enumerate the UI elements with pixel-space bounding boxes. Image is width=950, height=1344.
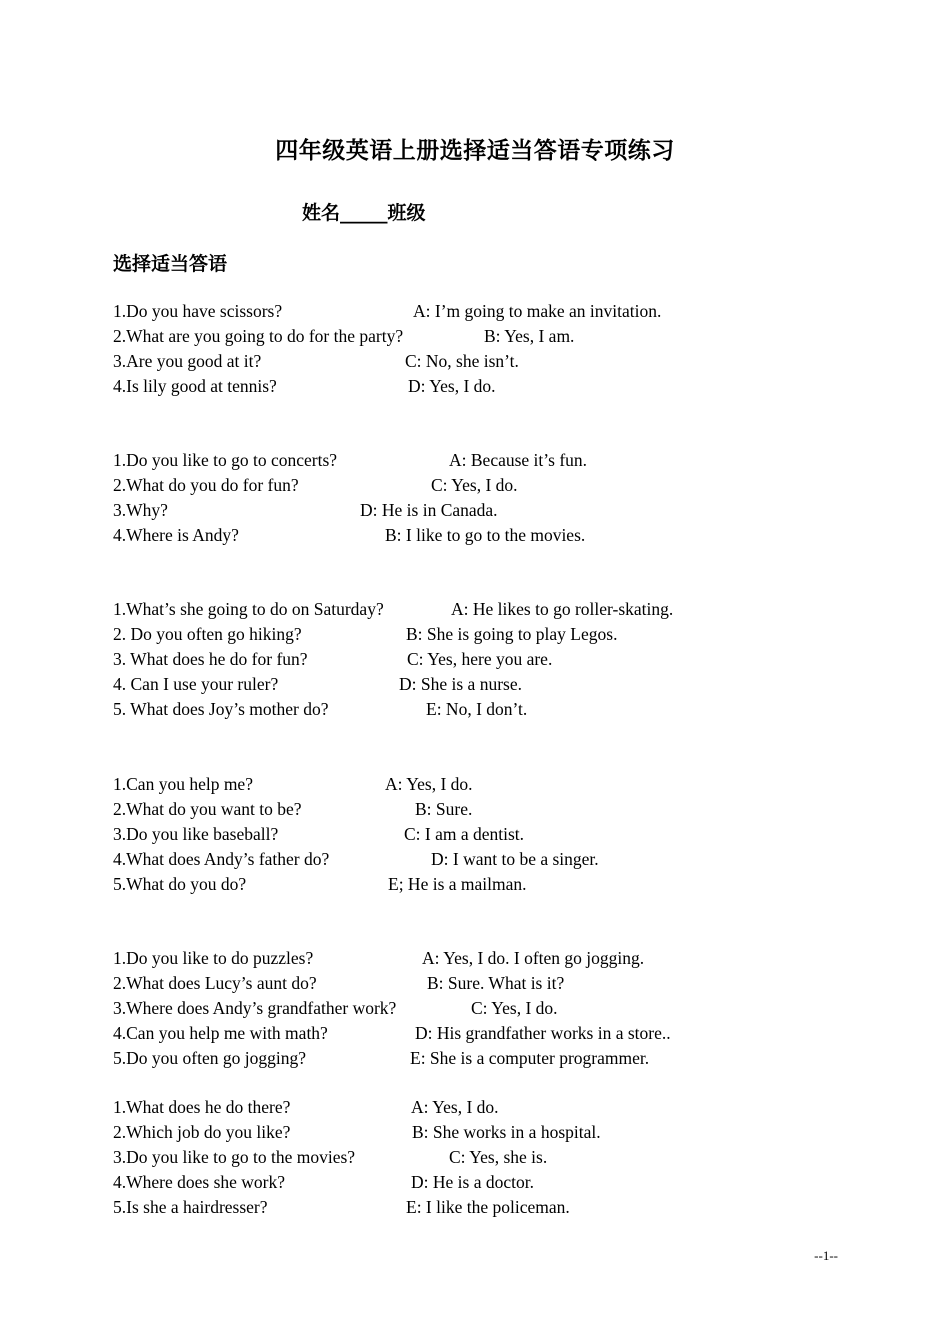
question-text: 1.Do you have scissors? — [113, 301, 283, 321]
question-text: 5.What do you do? — [113, 874, 247, 894]
page-title: 四年级英语上册选择适当答语专项练习 — [275, 138, 675, 164]
question-text: 4.Where does she work? — [113, 1172, 286, 1192]
question-text: 4.Where is Andy? — [113, 525, 239, 545]
answer-option: D: He is a doctor. — [411, 1172, 534, 1192]
question-text: 1.What’s she going to do on Saturday? — [113, 599, 384, 619]
question-text: 3.Do you like to go to the movies? — [113, 1147, 356, 1167]
answer-option: A: He likes to go roller-skating. — [451, 599, 674, 619]
answer-option: D: His grandfather works in a store.. — [415, 1023, 671, 1043]
question-text: 2.Which job do you like? — [113, 1122, 291, 1142]
answer-option: D: I want to be a singer. — [431, 849, 599, 869]
answer-option: C: No, she isn’t. — [405, 351, 519, 371]
answer-option: A: Yes, I do. — [411, 1097, 499, 1117]
answer-option: B: Sure. — [415, 799, 473, 819]
answer-option: A: Because it’s fun. — [449, 450, 588, 470]
answer-option: E; He is a mailman. — [388, 874, 527, 894]
answer-option: C: Yes, I do. — [431, 475, 518, 495]
question-text: 5. What does Joy’s mother do? — [113, 699, 329, 719]
question-text: 4.Is lily good at tennis? — [113, 376, 277, 396]
question-text: 5.Do you often go jogging? — [113, 1048, 306, 1068]
question-text: 2. Do you often go hiking? — [113, 624, 302, 644]
answer-option: D: He is in Canada. — [360, 500, 498, 520]
answer-option: E: She is a computer programmer. — [410, 1048, 650, 1068]
answer-option: C: Yes, I do. — [471, 998, 558, 1018]
answer-option: A: I’m going to make an invitation. — [413, 301, 662, 321]
question-text: 3.Where does Andy’s grandfather work? — [113, 998, 397, 1018]
answer-option: E: No, I don’t. — [426, 699, 528, 719]
answer-option: D: She is a nurse. — [399, 674, 522, 694]
answer-option: D: Yes, I do. — [408, 376, 496, 396]
question-text: 4.What does Andy’s father do? — [113, 849, 330, 869]
question-text: 2.What are you going to do for the party? — [113, 326, 404, 346]
answer-option: B: I like to go to the movies. — [385, 525, 586, 545]
question-text: 1.What does he do there? — [113, 1097, 291, 1117]
answer-option: C: Yes, she is. — [449, 1147, 548, 1167]
name-class-line: 姓名_____班级 — [302, 202, 426, 224]
answer-option: A: Yes, I do. — [385, 774, 473, 794]
answer-option: B: She is going to play Legos. — [406, 624, 618, 644]
question-text: 3.Are you good at it? — [113, 351, 262, 371]
question-text: 2.What do you want to be? — [113, 799, 302, 819]
question-text: 2.What does Lucy’s aunt do? — [113, 973, 317, 993]
answer-option: C: I am a dentist. — [404, 824, 525, 844]
question-text: 3.Do you like baseball? — [113, 824, 279, 844]
answer-option: B: She works in a hospital. — [412, 1122, 601, 1142]
question-text: 1.Do you like to do puzzles? — [113, 948, 314, 968]
answer-option: E: I like the policeman. — [406, 1197, 570, 1217]
answer-option: A: Yes, I do. I often go jogging. — [422, 948, 645, 968]
answer-option: B: Sure. What is it? — [427, 973, 565, 993]
question-text: 4.Can you help me with math? — [113, 1023, 328, 1043]
question-text: 3.Why? — [113, 500, 168, 520]
question-text: 2.What do you do for fun? — [113, 475, 299, 495]
question-text: 1.Do you like to go to concerts? — [113, 450, 338, 470]
page-number: --1-- — [814, 1248, 838, 1263]
question-text: 1.Can you help me? — [113, 774, 253, 794]
question-text: 3. What does he do for fun? — [113, 649, 308, 669]
answer-option: B: Yes, I am. — [484, 326, 575, 346]
question-text: 5.Is she a hairdresser? — [113, 1197, 268, 1217]
question-text: 4. Can I use your ruler? — [113, 674, 279, 694]
section-heading: 选择适当答语 — [113, 253, 228, 275]
answer-option: C: Yes, here you are. — [407, 649, 553, 669]
